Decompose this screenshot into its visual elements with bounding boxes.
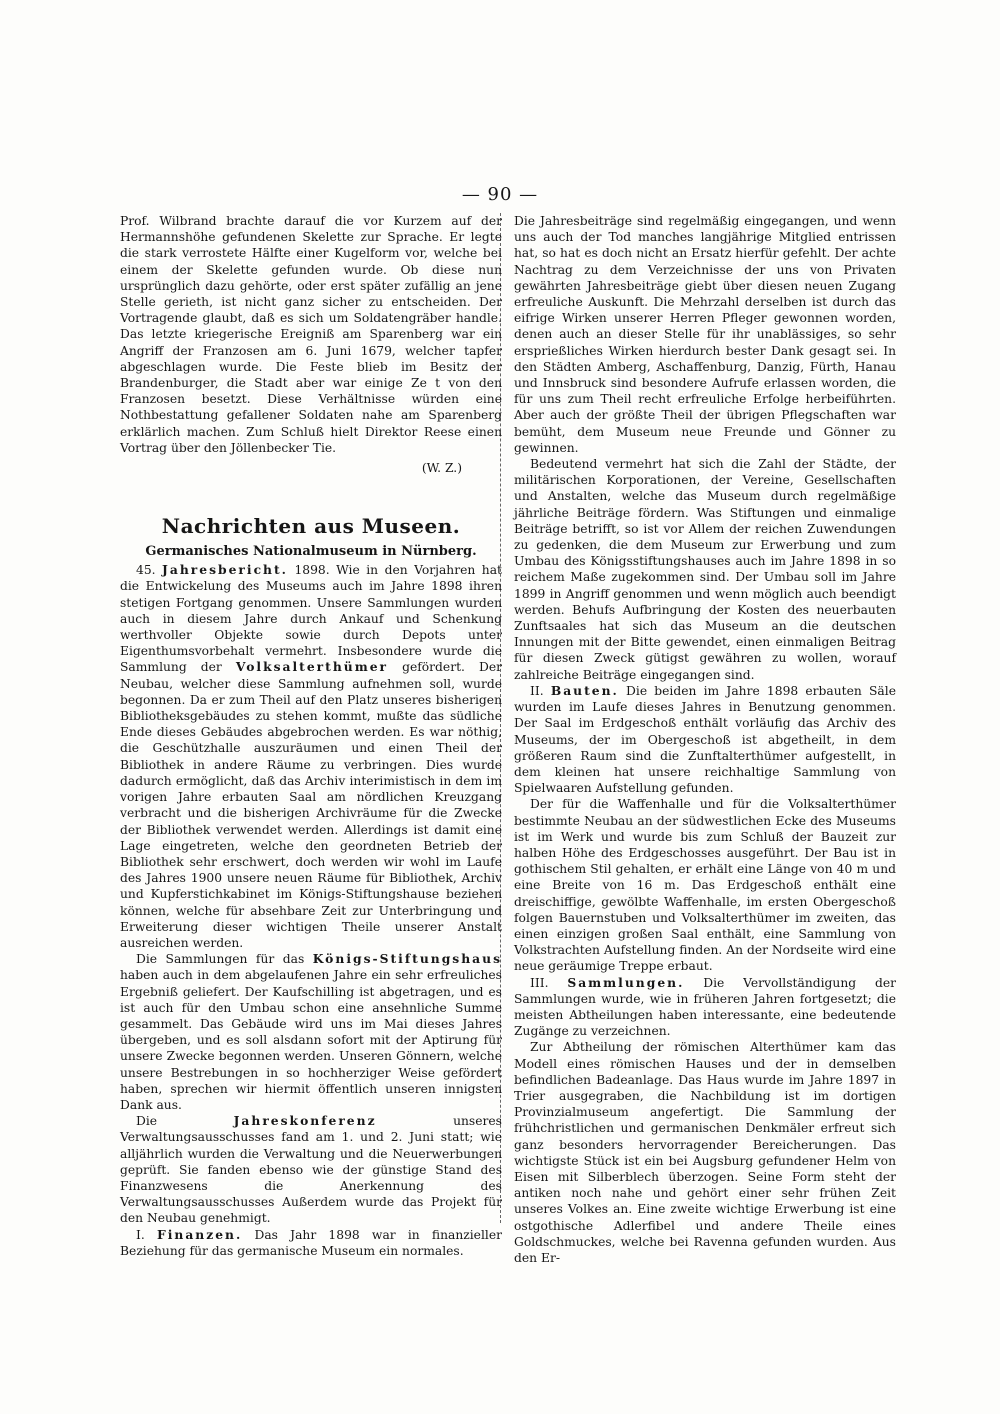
paragraph [514,683,896,796]
section-numeral: I. [136,1227,145,1242]
paragraph [120,1113,502,1226]
paragraph: Zur Abtheilung der römischen Alterthümer kam das Modell eines römischen Hauses und der in demselben befindlichen Badeanlage. Das Haus wurde im Jahre 1897 in Trier ausgegraben, die Nachbildung ist im dortigen Provinzialmuseum angefertigt. Die Sammlung der frühchristlichen und germanischen Denkmäler erfreut sich ganz besonders hervorragender Bereicherungen. Das wichtigste Stück ist ein bei Augsburg gefundener Helm von Eisen mit Silberblech überzogen. Seine Form steht der antiken noch nahe und gehört einer sehr frühen Zeit unseres Volkes an. Eine zweite wichtige Erwerbung ist eine ostgothische Adlerfibel und andere Theile eines Goldschmuckes, welche bei Ravenna gefunden wurden. Aus den Er- [514,1040,896,1265]
report-number: 45. [136,563,156,578]
spaced-term: Jahreskonferenz [233,1113,377,1129]
author-signature: (W. Z.) [421,461,462,476]
paragraph-text: Die beiden im Jahre 1898 erbauten Säle wurden im Laufe dieses Jahres in Benutzung genommen. Der Saal im Erdgeschoß enthält vorläufig das Archiv des Museums, der im Obergeschoß ist abgetheilt, in dem größeren Raum sind die Zunftalterthümer aufgestellt, in dem kleinen hat unsere reichhaltige Sammlung von Spielwaaren Aufstellung gefunden. [514,683,896,796]
sub-heading: Germanisches Nationalmuseum in Nürnberg. [145,544,477,560]
paragraph-text: 1898. Wie in den Vorjahren hat die Entwickelung des Museums auch im Jahre 1898 ihren stetigen Fortgang genommen. Unsere Sammlungen wurden auch in diesem Jahre durch Ankauf und Schenkung werthvoller Objekte sowie durch Depots unter Eigenthumsvorbehalt vermehrt. Insbesondere wurde die Sammlung der [120,563,502,675]
spaced-term: Jahresbericht. [162,562,288,578]
section-numeral: II. [530,683,544,698]
paragraph [514,975,896,1040]
spaced-term: Finanzen. [156,1226,243,1242]
paragraph [120,562,502,951]
paragraph-text: Die [136,1114,158,1129]
paragraph: Bedeutend vermehrt hat sich die Zahl der Städte, der militärischen Korporationen, der Vereine, Gesellschaften und Anstalten, welche das Museum durch regelmäßige jährliche Beiträge fördern. Was Stiftungen und einmalige Beiträge betrifft, so ist vor Allem der reichen Zuwendungen zu gedenken, die dem Museum zur Erwerbung und zum Umbau des Königsstiftungshauses auch im Jahre 1898 in so reichem Maße zugekommen sind. Der Umbau soll im Jahre 1899 in Angriff genommen und wenn möglich auch beendigt werden. Behufs Aufbringung der Kosten des neuerbauten Zunftsaales hat sich das Museum an die deutschen Innungen mit der Bitte gewendet, einen einmaligen Beitrag für diesen Zweck gütigst gewähren zu wollen, worauf zahlreiche Beiträge eingegangen sind. [514,457,896,682]
spaced-term: Sammlungen. [567,974,685,990]
spaced-term: Königs-Stiftungshaus [312,951,502,967]
paragraph: Prof. Wilbrand brachte darauf die vor Kurzem auf der Hermannshöhe gefundenen Skelette zur Sprache. Er legte die stark verrostete Hälfte einer Kugelform vor, welche bei einem der Skelette gefunden wurde. Ob diese nun ursprünglich dazu gehörte, oder erst später zufällig an jene Stelle gerieth, ist nicht ganz sicher zu entscheiden. Der Vortragende glaubt, daß es sich um Soldatengräber handle. Das letzte kriegerische Ereigniß am Sparenberg war ein Angriff der Franzosen am 6. Juni 1679, welcher tapfer abgeschlagen wurde. Die Feste blieb im Besitz der Brandenburger, die Stadt aber war einige Ze t von den Franzosen besetzt. Diese Verhältnisse würden eine Nothbestattung gefallener Soldaten nahe am Sparenberg erklärlich machen. Zum Schluß hielt Direktor Reese einen Vortrag über den Jöllenbecker Tie. [120,214,502,455]
paragraph-text: Die Vervollständigung der Sammlungen wurde, wie in früheren Jahren fortgesetzt; die meisten Abtheilungen haben interessante, eine bedeutende Zugänge zu verzeichnen. [514,975,896,1039]
right-column [514,213,896,1266]
paragraph-text: haben auch in dem abgelaufenen Jahre ein sehr erfreuliches Ergebniß geliefert. Der Kaufschilling ist abgetragen, und es ist auch für den Umbau schon eine ansehnliche Summe gesammelt. Das Gebäude wird uns im Mai dieses Jahres übergeben, und es soll alsdann sofort mit der Aptirung für unsere Zwecke begonnen werden. Unseren Gönnern, welche unsere Bestrebungen in so hochherziger Weise gefördert haben, sprechen wir hiermit öffentlich unseren innigsten Dank aus. [120,968,502,1112]
paragraph-text: Das Jahr 1898 war in finanzieller Beziehung für das germanische Museum ein normales. [120,1227,502,1258]
paragraph [120,951,502,1113]
paragraph [120,1227,502,1259]
paragraph: Die Jahresbeiträge sind regelmäßig eingegangen, und wenn uns auch der Tod manches langjährige Mitglied entrissen hat, so hat es doch nicht an Ersatz hierfür gefehlt. Der achte Nachtrag zu dem Verzeichnisse der uns von Privaten gewährten Jahresbeiträge giebt über diesen neuen Zugang erfreuliche Auskunft. Die Mehrzahl derselben ist durch das eifrige Wirken unserer Herren Pfleger gewonnen worden, denen auch an dieser Stelle für ihr unablässiges, so sehr ersprießliches Wirken hierdurch bester Dank gesagt sei. In den Städten Amberg, Aschaffenburg, Danzig, Fürth, Hanau und Innsbruck sind besondere Aufrufe erlassen worden, die für uns zum Theil recht erfreuliche Erfolge herbeiführten. Aber auch der größte Theil der übrigen Pflegschaften war bemüht, dem Museum neue Freunde und Gönner zu gewinnen. [514,214,896,455]
paragraph-text: gefördert. Der Neubau, welcher diese Sammlung aufnehmen soll, wurde begonnen. Da er zum Theil auf den Platz unseres bisherigen Bibliotheksgebäudes zu stehen kommt, mußte das südliche Ende dieses Gebäudes abgebrochen werden. Es war nöthig, die Geschützhalle auszuräumen und einen Theil der Bibliothek in andere Räume zu verbringen. Dies wurde dadurch ermöglicht, daß das Archiv interimistisch in dem im vorigen Jahre erbauten Saal am nördlichen Kreuzgang verbracht und die bisherigen Archivräume für die Zwecke der Bibliothek verwendet werden. Allerdings ist damit eine Lage eingetreten, welche den geordneten Betrieb der Bibliothek sehr erschwert, doch werden wir wohl im Laufe des Jahres 1900 unsere neuen Räume für Bibliothek, Archiv und Kupferstichkabinet im Königs-Stiftungshause beziehen können, welche für absehbare Zeit zur Unterbringung und Erweiterung dieser wichtigen Theile unserer Anstalt ausreichen werden. [120,660,502,950]
paragraph-text: unseres Verwaltungsausschusses fand am 1. und 2. Juni statt; wie alljährlich wurden die Verwaltung und die Neuerwerbungen geprüft. Sie fanden ebenso wie der günstige Stand des Finanzwesens die Anerkennung des Verwaltungsausschusses Außerdem wurde das Projekt für den Neubau genehmigt. [120,1114,502,1226]
paragraph-text: Die Sammlungen für das [136,952,305,967]
section-heading: Nachrichten aus Museen. [161,514,461,539]
paragraph: Der für die Waffenhalle und für die Volksalterthümer bestimmte Neubau an der südwestlichen Ecke des Museums ist im Werk und wurde bis zum Schluß der Bauzeit zur halben Höhe des Erdgeschosses ausgeführt. Der Bau ist in gothischem Stil gehalten, er erhält eine Länge von 40 m und eine Breite von 16 m. Das Erdgeschoß enthält eine dreischiffige, gewölbte Waffenhalle, im ersten Obergeschoß folgen Bauernstuben und Volksalterthümer im zweiten, das einen einzigen großen Saal enthält, eine Sammlung von Volkstrachten Aufstellung finden. An der Nordseite wird eine neue geräumige Treppe erbaut. [514,797,896,974]
left-column [120,213,502,1259]
spaced-term: Bauten. [550,682,619,698]
page-number: — 90 — [461,184,539,205]
spaced-term: Volksalterthümer [235,659,389,675]
section-numeral: III. [530,975,549,990]
